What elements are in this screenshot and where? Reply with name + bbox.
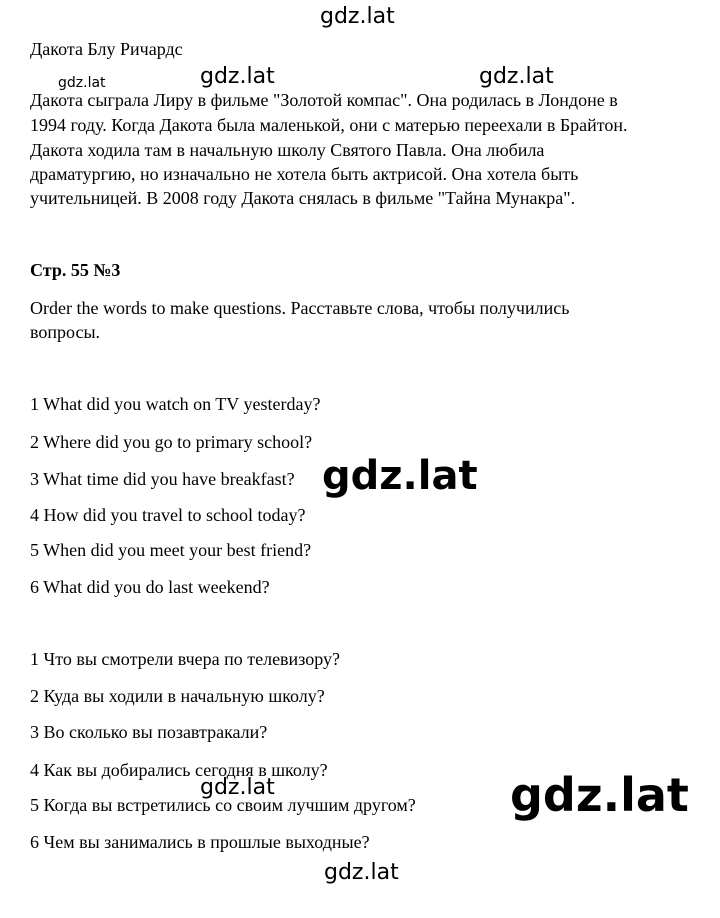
watermark: gdz.lat xyxy=(510,768,689,822)
watermark: gdz.lat xyxy=(200,775,275,800)
english-question: 2 Where did you go to primary school? xyxy=(30,432,313,452)
russian-question: 5 Когда вы встретились со своим лучшим другом? xyxy=(30,795,416,815)
russian-question: 2 Куда вы ходили в начальную школу? xyxy=(30,686,325,706)
instruction-line: вопросы. xyxy=(30,322,101,342)
bio-line: Дакота ходила там в начальную школу Святого Павла. Она любила xyxy=(30,140,545,160)
exercise-heading: Стр. 55 №3 xyxy=(30,260,121,280)
english-question: 1 What did you watch on TV yesterday? xyxy=(30,394,321,414)
russian-question: 1 Что вы смотрели вчера по телевизору? xyxy=(30,649,340,669)
english-question: 3 What time did you have breakfast? xyxy=(30,469,295,489)
bio-line: учительницей. В 2008 году Дакота снялась в фильме "Тайна Мунакра". xyxy=(30,188,576,208)
watermark: gdz.lat xyxy=(58,75,106,91)
russian-question: 6 Чем вы занимались в прошлые выходные? xyxy=(30,832,370,852)
bio-line: драматургию, но изначально не хотела быть актрисой. Она хотела быть xyxy=(30,164,579,184)
bio-line: 1994 году. Когда Дакота была маленькой, они с матерью переехали в Брайтон. xyxy=(30,115,628,135)
watermark: gdz.lat xyxy=(322,453,478,499)
english-question: 4 How did you travel to school today? xyxy=(30,505,306,525)
english-question: 6 What did you do last weekend? xyxy=(30,577,270,597)
instruction-line: Order the words to make questions. Расставьте слова, чтобы получились xyxy=(30,298,570,318)
english-question: 5 When did you meet your best friend? xyxy=(30,540,312,560)
watermark: gdz.lat xyxy=(200,64,275,89)
bio-line: Дакота сыграла Лиру в фильме "Золотой компас". Она родилась в Лондоне в xyxy=(30,90,618,110)
bio-title: Дакота Блу Ричардс xyxy=(30,39,183,59)
russian-question: 4 Как вы добирались сегодня в школу? xyxy=(30,760,328,780)
watermark: gdz.lat xyxy=(324,860,399,885)
watermark: gdz.lat xyxy=(479,64,554,89)
watermark: gdz.lat xyxy=(320,4,395,29)
russian-question: 3 Во сколько вы позавтракали? xyxy=(30,722,268,742)
